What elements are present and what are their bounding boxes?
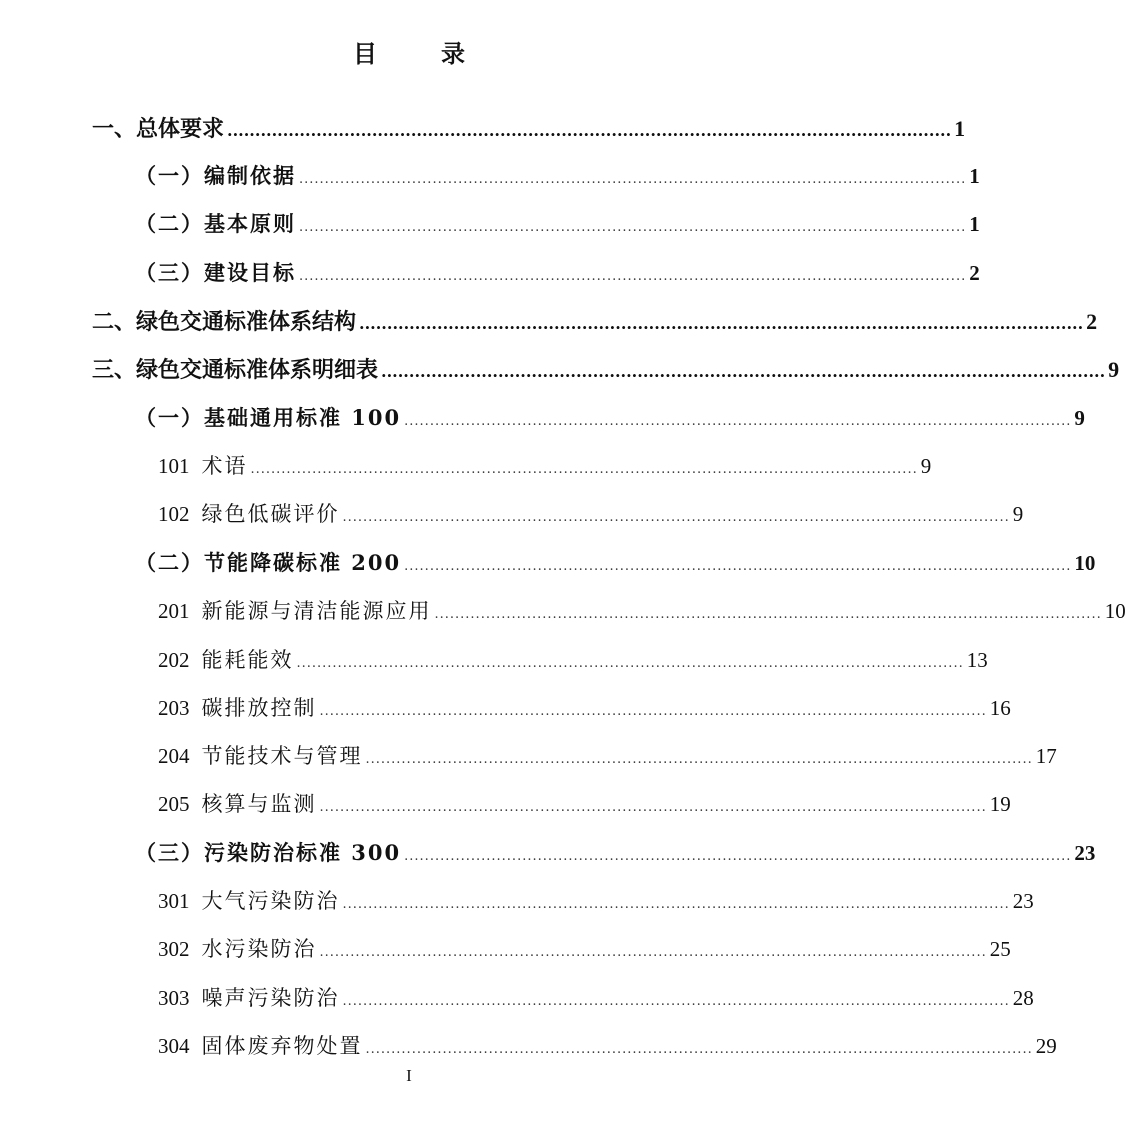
toc-entry[interactable] [158,595,1126,625]
dot-leader: .................................................................................................................................. [319,945,987,960]
toc-entry-label: （三）建设目标 [135,260,296,285]
dot-leader: .................................................................................................................................. [342,510,1010,525]
toc-page-number: 10 [1104,599,1126,623]
toc-entry[interactable] [158,450,932,480]
toc-page-number: 2 [1086,309,1098,334]
toc-entry-text: 核算与监测 [201,792,317,816]
toc-entry-label [158,788,317,818]
toc-page-number: 19 [989,792,1011,816]
toc-entry-label: 三、绿色交通标准体系明细表 [92,357,379,383]
toc-entry-text: 节能技术与管理 [201,744,363,768]
toc-entry[interactable] [135,257,980,287]
toc-page-number: 1 [969,212,980,236]
toc-page-number: 9 [1012,502,1024,526]
toc-entry-code: 205 [158,792,190,816]
toc-page-number: 29 [1035,1034,1057,1058]
toc-page-number: 9 [920,454,932,478]
toc-entry-text: 大气污染防治 [201,889,340,913]
toc-page-number: 1 [969,164,980,188]
dot-leader: .................................................................................................................................. [381,362,1106,381]
toc-page-number: 9 [1074,406,1085,430]
toc-entry-label [158,644,294,674]
dot-leader: .................................................................................................................................. [359,314,1084,333]
dot-leader: .................................................................................................................................. [342,994,1010,1009]
toc-entry-text: 固体废弃物处置 [201,1034,363,1058]
toc-entry-text: 碳排放控制 [201,696,317,720]
toc-entry-label: （三）污染防治标准 300 [135,840,402,865]
toc-page-number: 13 [966,648,988,672]
toc-page-number: 17 [1035,744,1057,768]
toc-entry[interactable] [92,112,966,142]
toc-entry-code: 203 [158,696,190,720]
toc-entry[interactable] [158,1030,1057,1060]
toc-entry[interactable] [158,885,1034,915]
toc-entry-code: 302 [158,937,190,961]
toc-page-number: 23 [1074,841,1096,865]
toc-entry-text: 能耗能效 [201,648,294,672]
toc-entry-text: 噪声污染防治 [201,986,340,1010]
dot-leader: .................................................................................................................................. [319,800,987,815]
toc-entry[interactable] [158,740,1057,770]
toc-entry[interactable] [92,353,1120,383]
toc-entry-code: 204 [158,744,190,768]
toc-entry-code: 301 [158,889,190,913]
toc-entry-code: 303 [158,986,190,1010]
toc-entry-label [158,498,340,528]
toc-entry-code: 201 [158,599,190,623]
toc-entry[interactable] [158,982,1034,1012]
toc-entry-label: （二）基本原则 [135,211,296,236]
toc-entry-label [158,885,340,915]
page-title: 目 录 [353,39,485,68]
toc-page-number: 1 [954,116,966,141]
toc-entry[interactable] [135,547,1096,577]
dot-leader: .................................................................................................................................. [299,172,967,187]
toc-entry-label [158,595,432,625]
toc-entry-label [158,982,340,1012]
dot-leader: .................................................................................................................................. [227,121,952,140]
dot-leader: .................................................................................................................................. [404,849,1072,864]
toc-entry[interactable] [158,933,1011,963]
toc-entry-code: 202 [158,648,190,672]
toc-entry-code: 102 [158,502,190,526]
toc-entry-text: 术语 [201,454,248,478]
toc-entry-code: 101 [158,454,190,478]
toc-entry[interactable] [135,402,1085,432]
toc-page-number: 25 [989,937,1011,961]
dot-leader: .................................................................................................................................. [342,897,1010,912]
dot-leader: .................................................................................................................................. [296,656,964,671]
toc-page-number: 10 [1074,551,1096,575]
dot-leader: .................................................................................................................................. [404,414,1072,429]
page-footer-number: I [406,1066,412,1085]
toc-entry-label: 二、绿色交通标准体系结构 [92,309,357,335]
dot-leader: .................................................................................................................................. [299,220,967,235]
dot-leader: .................................................................................................................................. [365,752,1033,767]
toc-entry-text: 水污染防治 [201,937,317,961]
toc-page-number: 2 [969,261,980,285]
toc-entry[interactable] [158,498,1024,528]
dot-leader: .................................................................................................................................. [404,559,1072,574]
toc-entry[interactable] [135,208,980,238]
toc-entry-label [158,1030,363,1060]
toc-entry[interactable] [135,837,1096,867]
toc-page-number: 16 [989,696,1011,720]
toc-entry-label: （二）节能降碳标准 200 [135,550,402,575]
toc-entry[interactable] [158,644,988,674]
toc-entry-label: 一、总体要求 [92,116,225,142]
dot-leader: .................................................................................................................................. [250,462,918,477]
toc-entry-text: 绿色低碳评价 [201,502,340,526]
toc-page-number: 9 [1108,357,1120,382]
toc-entry-label [158,933,317,963]
toc-entry-label [158,740,363,770]
toc-entry-code: 304 [158,1034,190,1058]
toc-page-number: 23 [1012,889,1034,913]
toc-entry[interactable] [158,692,1011,722]
toc-entry[interactable] [92,305,1098,335]
toc-entry[interactable] [135,160,980,190]
dot-leader: .................................................................................................................................. [299,269,967,284]
toc-page-number: 28 [1012,986,1034,1010]
toc-entry-label: （一）基础通用标准 100 [135,405,402,430]
toc-entry-label [158,450,248,480]
toc-entry[interactable] [158,788,1011,818]
toc-entry-label: （一）编制依据 [135,163,296,188]
dot-leader: .................................................................................................................................. [434,607,1102,622]
toc-entry-label [158,692,317,722]
toc-entry-text: 新能源与清洁能源应用 [201,599,432,623]
dot-leader: .................................................................................................................................. [365,1042,1033,1057]
dot-leader: .................................................................................................................................. [319,704,987,719]
